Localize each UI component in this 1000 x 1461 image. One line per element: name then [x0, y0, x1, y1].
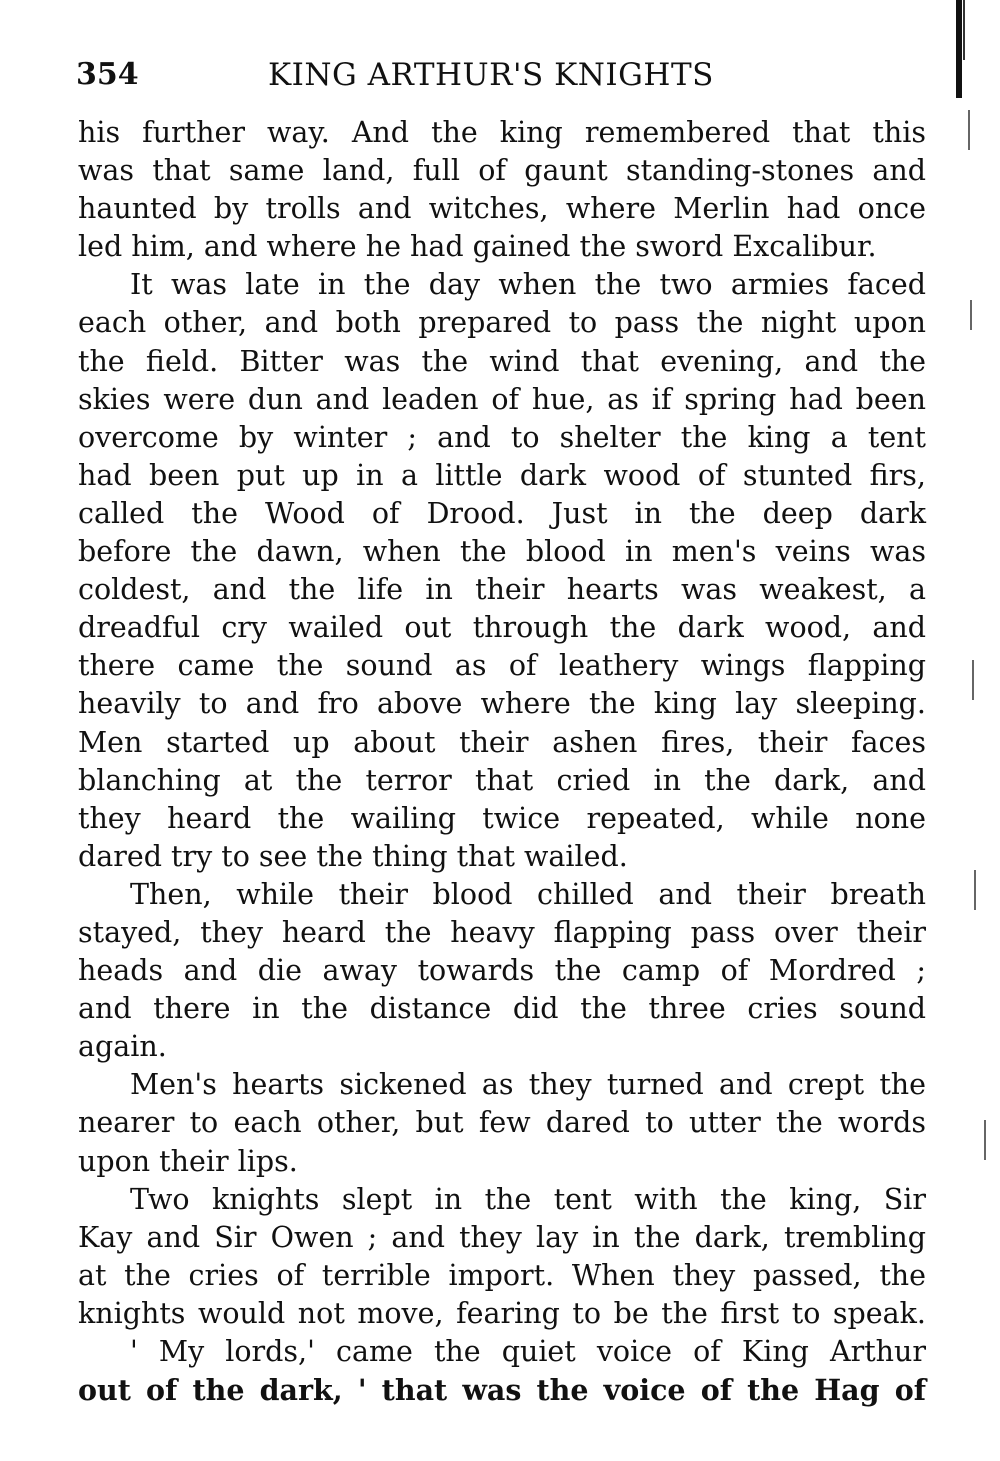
text-line: was that same land, full of gaunt standing-stones and — [78, 154, 926, 188]
text-line: each other, and both prepared to pass the night upon — [78, 306, 926, 340]
text-line: before the dawn, when the blood in men's veins was — [78, 535, 926, 569]
page-edge-mark — [972, 660, 974, 700]
text-line: heavily to and fro above where the king lay sleeping. — [78, 687, 926, 721]
running-header — [76, 52, 926, 98]
text-line: blanching at the terror that cried in the dark, and — [78, 763, 926, 797]
text-line: haunted by trolls and witches, where Merlin had once — [78, 192, 926, 226]
text-line: and there in the distance did the three cries sound — [78, 992, 926, 1026]
text-line: Two knights slept in the tent with the king, Sir — [130, 1182, 926, 1216]
text-line: called the Wood of Drood. Just in the deep dark — [78, 496, 926, 530]
text-line: skies were dun and leaden of hue, as if spring had been — [78, 382, 926, 416]
binding-edge — [956, 0, 962, 98]
text-line: Men started up about their ashen fires, their faces — [78, 725, 926, 759]
text-line: knights would not move, fearing to be the first to speak. — [78, 1296, 926, 1330]
text-line: ' My lords,' came the quiet voice of King Arthur — [130, 1335, 926, 1368]
body-text — [78, 114, 926, 1409]
text-line: at the cries of terrible import. When they passed, the — [78, 1258, 926, 1292]
text-line: the field. Bitter was the wind that evening, and the — [78, 344, 926, 378]
text-line: stayed, they heard the heavy flapping pass over their — [78, 915, 926, 949]
running-title: KING ARTHUR'S KNIGHTS — [268, 57, 714, 93]
text-line: nearer to each other, but few dared to utter the words — [78, 1106, 926, 1140]
text-line: Kay and Sir Owen ; and they lay in the dark, trembling — [78, 1220, 926, 1254]
page-edge-mark — [970, 300, 972, 330]
text-line: heads and die away towards the camp of Mordred ; — [78, 954, 926, 988]
text-line: It was late in the day when the two armies faced — [130, 268, 926, 302]
text-line: again. — [78, 1030, 167, 1064]
text-line: Men's hearts sickened as they turned and crept the — [130, 1068, 926, 1102]
text-line: there came the sound as of leathery wings flapping — [78, 649, 926, 683]
page-edge-mark — [984, 1120, 986, 1160]
binding-edge-shadow — [963, 0, 965, 60]
text-line: Then, while their blood chilled and their breath — [130, 877, 926, 911]
text-line: out of the dark, ' that was the voice of the Hag of — [78, 1373, 926, 1408]
text-line: they heard the wailing twice repeated, while none — [78, 801, 926, 835]
text-line: upon their lips. — [78, 1144, 298, 1178]
text-line: overcome by winter ; and to shelter the king a tent — [78, 420, 926, 454]
text-line: dreadful cry wailed out through the dark wood, and — [78, 611, 926, 645]
page-number: 354 — [76, 57, 139, 92]
page-edge-mark — [968, 110, 970, 150]
text-line: dared try to see the thing that wailed. — [78, 839, 628, 873]
text-line: coldest, and the life in their hearts was weakest, a — [78, 573, 926, 607]
page-edge-mark — [974, 870, 976, 910]
text-line: led him, and where he had gained the sword Excalibur. — [78, 230, 877, 264]
text-line: his further way. And the king remembered that this — [78, 116, 926, 149]
text-line: had been put up in a little dark wood of stunted firs, — [78, 458, 926, 492]
